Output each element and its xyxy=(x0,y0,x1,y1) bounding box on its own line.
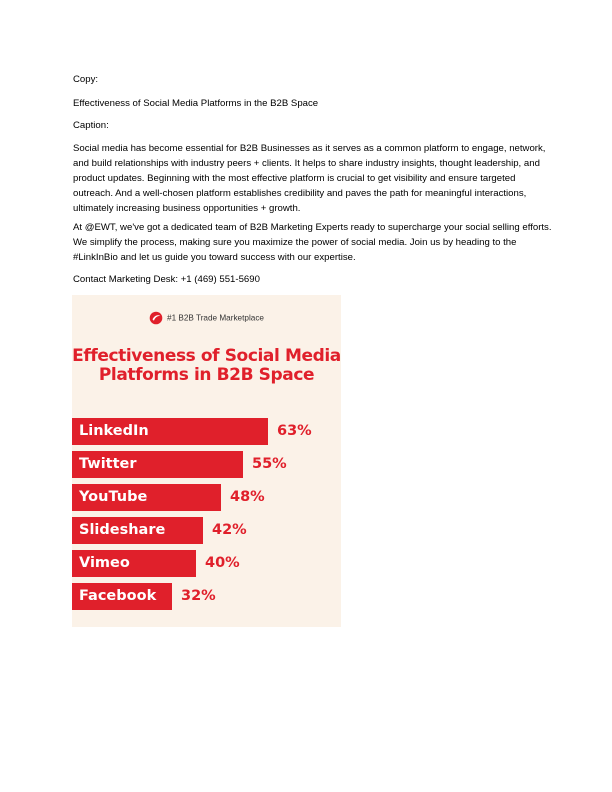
bar-value-label: 40% xyxy=(205,555,240,571)
brand-prefix: #1 xyxy=(167,313,177,323)
bar-linkedin xyxy=(72,418,268,445)
bar-category-label: Facebook xyxy=(79,588,157,604)
caption-label: Caption: xyxy=(73,120,109,131)
bar-category-label: Twitter xyxy=(79,456,137,472)
chart-title-line-2: Platforms in B2B Space xyxy=(98,365,315,385)
bar-row xyxy=(72,418,341,445)
copy-label: Copy: xyxy=(73,74,99,85)
bar-youtube xyxy=(72,484,221,511)
bar-category-label: Slideshare xyxy=(79,522,166,538)
bar-value-label: 42% xyxy=(212,522,247,538)
caption-paragraph-2: At @EWT, we've got a dedicated team of B2B Marketing Experts ready to supercharge your social selling efforts. We simplify the process, making sure you maximize the power of social media. Join us by heading to the #LinkInBio and let us guide you toward success with our expertise. xyxy=(73,222,552,263)
bar-value-label: 32% xyxy=(181,588,216,604)
bar-category-label: LinkedIn xyxy=(79,423,149,439)
brand-name: B2B Trade Marketplace xyxy=(178,313,264,323)
bar-row xyxy=(72,484,341,511)
infographic xyxy=(72,295,341,627)
bar-value-label: 63% xyxy=(277,423,312,439)
contact-line: Contact Marketing Desk: +1 (469) 551-5690 xyxy=(73,274,260,285)
bar-facebook xyxy=(72,583,172,610)
chart-title xyxy=(72,347,341,385)
caption-paragraph-1: Social media has become essential for B2B Businesses as it serves as a common platform to engage, network, and build relationships with industry peers + clients. It helps to share industry insights, thought leadership, and product updates. Beginning with the most effective platform is crucial to get visibility and ensure targeted outreach. And a well-chosen platform establishes credibility and paves the path for meaningful interactions, ultimately increasing business opportunities + growth. xyxy=(73,143,546,214)
document-headline: Effectiveness of Social Media Platforms in the B2B Space xyxy=(73,98,319,109)
bar-value-label: 48% xyxy=(230,489,265,505)
chart-title-line-1: Effectiveness of Social Media xyxy=(72,346,341,366)
bar-value-label: 55% xyxy=(252,456,287,472)
brand-header xyxy=(72,311,341,325)
bar-twitter xyxy=(72,451,243,478)
bar-row xyxy=(72,517,341,544)
bar-row xyxy=(72,451,341,478)
bar-category-label: Vimeo xyxy=(79,555,130,571)
bar-category-label: YouTube xyxy=(79,489,148,505)
bar-slideshare xyxy=(72,517,203,544)
bar-row xyxy=(72,550,341,577)
bar-vimeo xyxy=(72,550,196,577)
brand-logo-icon xyxy=(149,311,163,325)
bar-row xyxy=(72,583,341,610)
